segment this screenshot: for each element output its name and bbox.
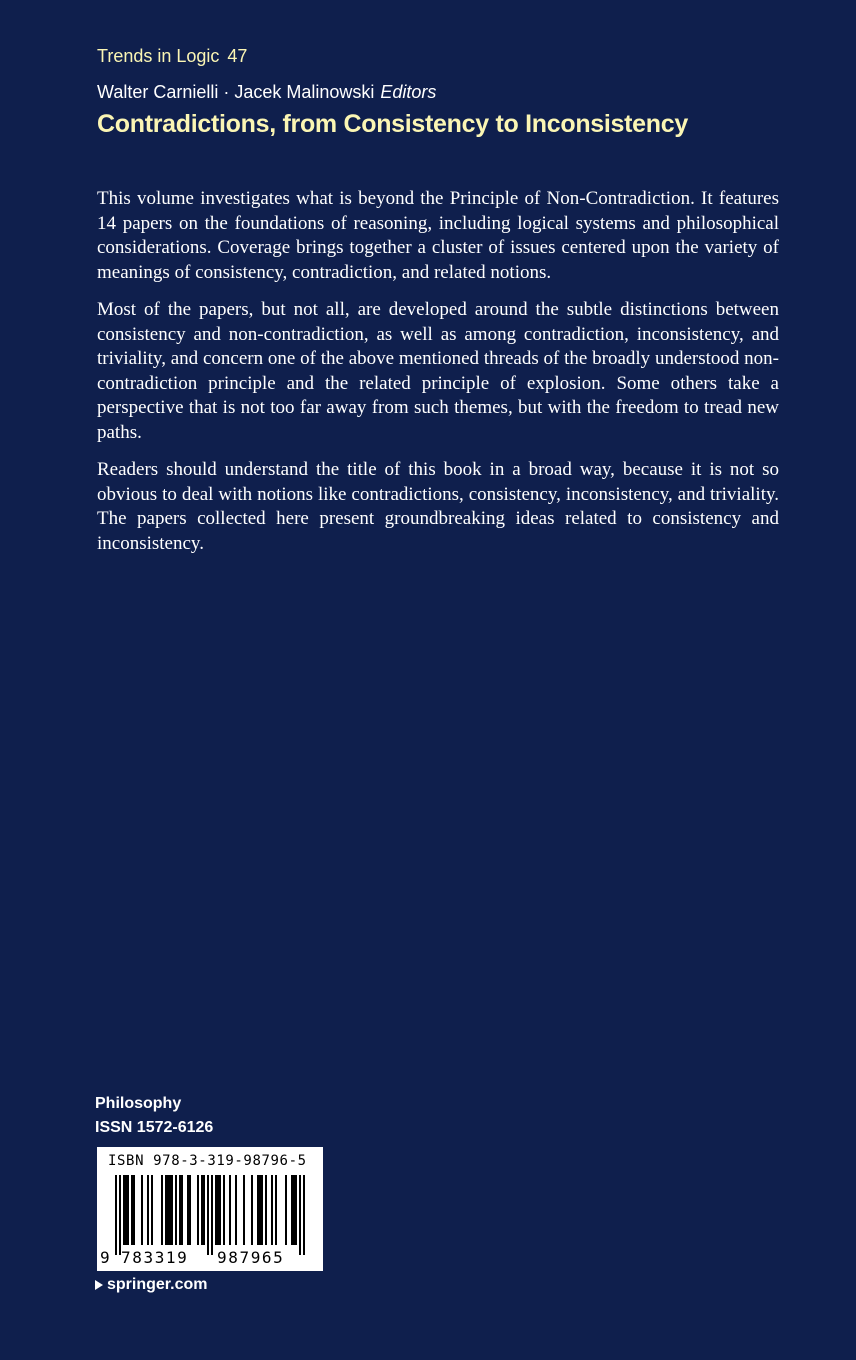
barcode-bar [217,1175,219,1245]
barcode-bar [293,1175,295,1245]
barcode-bar [187,1175,189,1245]
barcode-block [97,1147,323,1271]
barcode-bar [189,1175,191,1245]
barcode-bar [147,1175,149,1245]
barcode-bar [243,1175,245,1245]
barcode-bar [291,1175,293,1245]
barcode-bar [257,1175,259,1245]
triangle-right-icon [95,1280,103,1290]
barcode-bar [115,1175,117,1255]
barcode-bar [261,1175,263,1245]
book-title: Contradictions, from Consistency to Inconsistency [97,110,688,138]
barcode-bar [229,1175,231,1245]
barcode-bar [175,1175,177,1245]
issn-label: ISSN 1572-6126 [95,1119,214,1136]
ean-right-digits: 987965 [217,1248,285,1267]
barcode-bar [181,1175,183,1245]
barcode-bar [131,1175,133,1245]
barcode-bar [197,1175,199,1245]
barcode-bar [123,1175,125,1245]
barcode-bar [167,1175,169,1245]
barcode-bar [211,1175,213,1255]
barcode-bar [265,1175,267,1245]
barcode-bar [235,1175,237,1245]
publisher-url: springer.com [107,1276,208,1293]
barcode-bar [171,1175,173,1245]
publisher-link[interactable] [95,1276,207,1294]
barcode-bar [125,1175,127,1245]
barcode-bar [223,1175,225,1245]
editors-role: Editors [380,82,437,102]
barcode-bar [161,1175,163,1245]
blurb-paragraph: Most of the papers, but not all, are developed around the subtle distinctions between consistency and non-contradiction, as well as among contradiction, inconsistency, and triviality, and concern one of the above mentioned threads of the broadly understood non-contradiction principle and the related principle of explosion. Some others take a perspective that is not too far away from such themes, but with the freedom to tread new paths. [97,299,779,443]
barcode-bar [259,1175,261,1245]
series-line [97,46,247,67]
editor-names: Walter Carnielli · Jacek Malinowski [97,82,375,102]
blurb-paragraph: Readers should understand the title of this book in a broad way, because it is not so obvious to deal with notions like contradictions, consistency, inconsistency, and triviality. The papers collected here present groundbreaking ideas related to consistency and inconsistency. [97,459,779,554]
ean-first-digit: 9 [100,1248,110,1267]
barcode-bar [219,1175,221,1245]
barcode-bar [285,1175,287,1245]
editors-line [97,82,436,103]
barcode-bar [271,1175,273,1245]
book-blurb [97,187,779,569]
blurb-paragraph: This volume investigates what is beyond the Principle of Non-Contradiction. It features 14 papers on the foundations of reasoning, including logical systems and philosophical considerations. Coverage brings together a cluster of issues centered upon the variety of meanings of consistency, contradiction, and related notions. [97,188,779,283]
barcode-bar [179,1175,181,1245]
barcode-bar [133,1175,135,1245]
barcode-bar [127,1175,129,1245]
barcode-bar [201,1175,203,1245]
barcode-bar [203,1175,205,1245]
barcode-bar [295,1175,297,1245]
barcode-bar [151,1175,153,1245]
barcode-bar [299,1175,301,1255]
barcode-bar [207,1175,209,1255]
barcode-bar [251,1175,253,1245]
subject-label: Philosophy [95,1095,182,1112]
series-volume: 47 [227,46,248,66]
barcode-bar [119,1175,121,1255]
isbn-label: ISBN 978-3-319-98796-5 [108,1153,307,1169]
barcode-bar [141,1175,143,1245]
barcode-bar [275,1175,277,1245]
ean-left-digits: 783319 [121,1248,189,1267]
barcode-bar [303,1175,305,1255]
barcode-bar [169,1175,171,1245]
barcode-bar [165,1175,167,1245]
series-name: Trends in Logic [97,46,220,66]
barcode-bar [215,1175,217,1245]
